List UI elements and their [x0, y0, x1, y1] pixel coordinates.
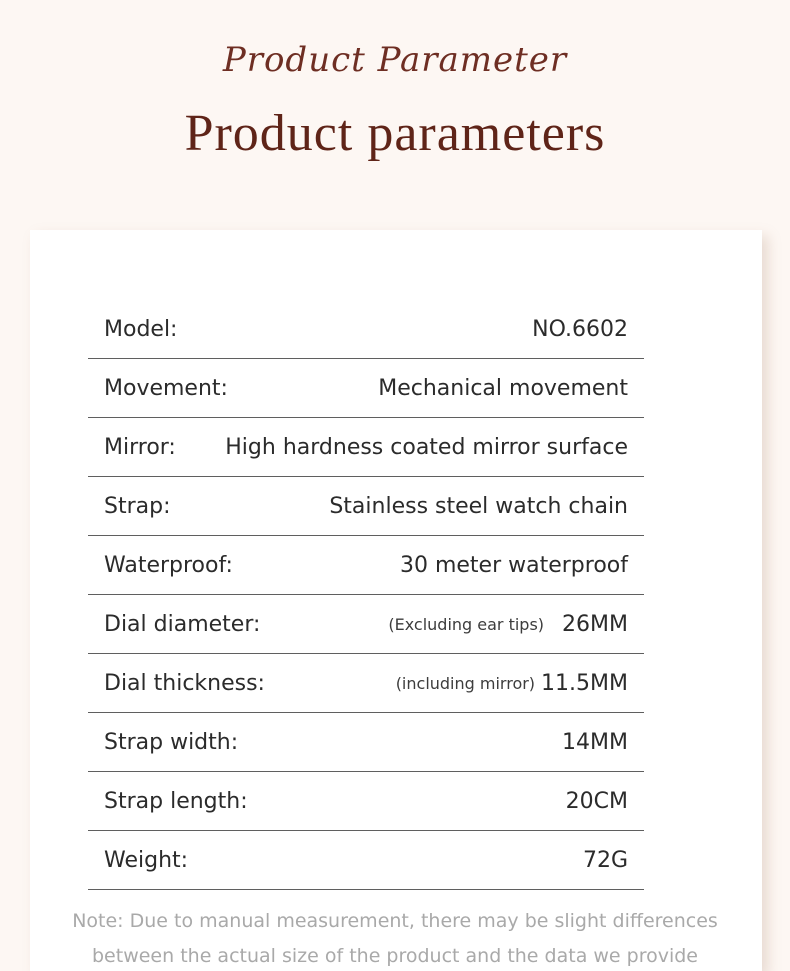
param-value-wrap	[388, 612, 628, 637]
script-title: Product Parameter	[222, 40, 568, 80]
parameter-table	[88, 300, 644, 890]
param-value: 72G	[582, 847, 628, 873]
param-row-dial-thickness	[88, 654, 644, 713]
param-value: High hardness coated mirror surface	[225, 434, 628, 460]
param-value: 11.5MM	[541, 670, 628, 696]
param-row-mirror	[88, 418, 644, 477]
measurement-note-line-1: Note: Due to manual measurement, there may be slight differences	[72, 910, 718, 932]
param-value-wrap	[225, 435, 628, 460]
param-label: Mirror:	[104, 434, 176, 460]
param-label: Strap width:	[104, 729, 239, 755]
param-label: Movement:	[104, 375, 228, 401]
param-value-wrap	[378, 376, 628, 401]
param-note: (including mirror)	[395, 673, 536, 693]
param-row-strap	[88, 477, 644, 536]
param-note: (Excluding ear tips)	[388, 614, 545, 634]
measurement-note-line-2: between the actual size of the product and the data we provide	[92, 945, 698, 967]
param-value: Mechanical movement	[378, 375, 628, 401]
param-label: Dial thickness:	[104, 670, 265, 696]
param-row-weight	[88, 831, 644, 890]
param-row-strap-width	[88, 713, 644, 772]
param-row-movement	[88, 359, 644, 418]
param-label: Strap:	[104, 493, 171, 519]
param-label: Model:	[104, 316, 178, 342]
param-value: 14MM	[562, 729, 628, 755]
param-label: Strap length:	[104, 788, 248, 814]
param-value-wrap	[583, 848, 628, 873]
param-value-wrap	[396, 671, 628, 696]
param-value: Stainless steel watch chain	[329, 493, 628, 519]
param-value-wrap	[566, 789, 628, 814]
param-value: 26MM	[562, 611, 628, 637]
param-row-dial-diameter	[88, 595, 644, 654]
param-value: 30 meter waterproof	[399, 552, 628, 578]
param-value: 20CM	[565, 788, 628, 814]
param-value-wrap	[562, 730, 628, 755]
param-label: Dial diameter:	[104, 611, 261, 637]
param-value-wrap	[400, 553, 628, 578]
param-value: NO.6602	[532, 316, 628, 342]
param-row-waterproof	[88, 536, 644, 595]
page-title: Product parameters	[184, 105, 606, 162]
param-value-wrap	[329, 494, 628, 519]
param-label: Waterproof:	[104, 552, 233, 578]
param-value-wrap	[532, 317, 628, 342]
param-row-model	[88, 300, 644, 359]
param-label: Weight:	[104, 847, 189, 873]
param-row-strap-length	[88, 772, 644, 831]
